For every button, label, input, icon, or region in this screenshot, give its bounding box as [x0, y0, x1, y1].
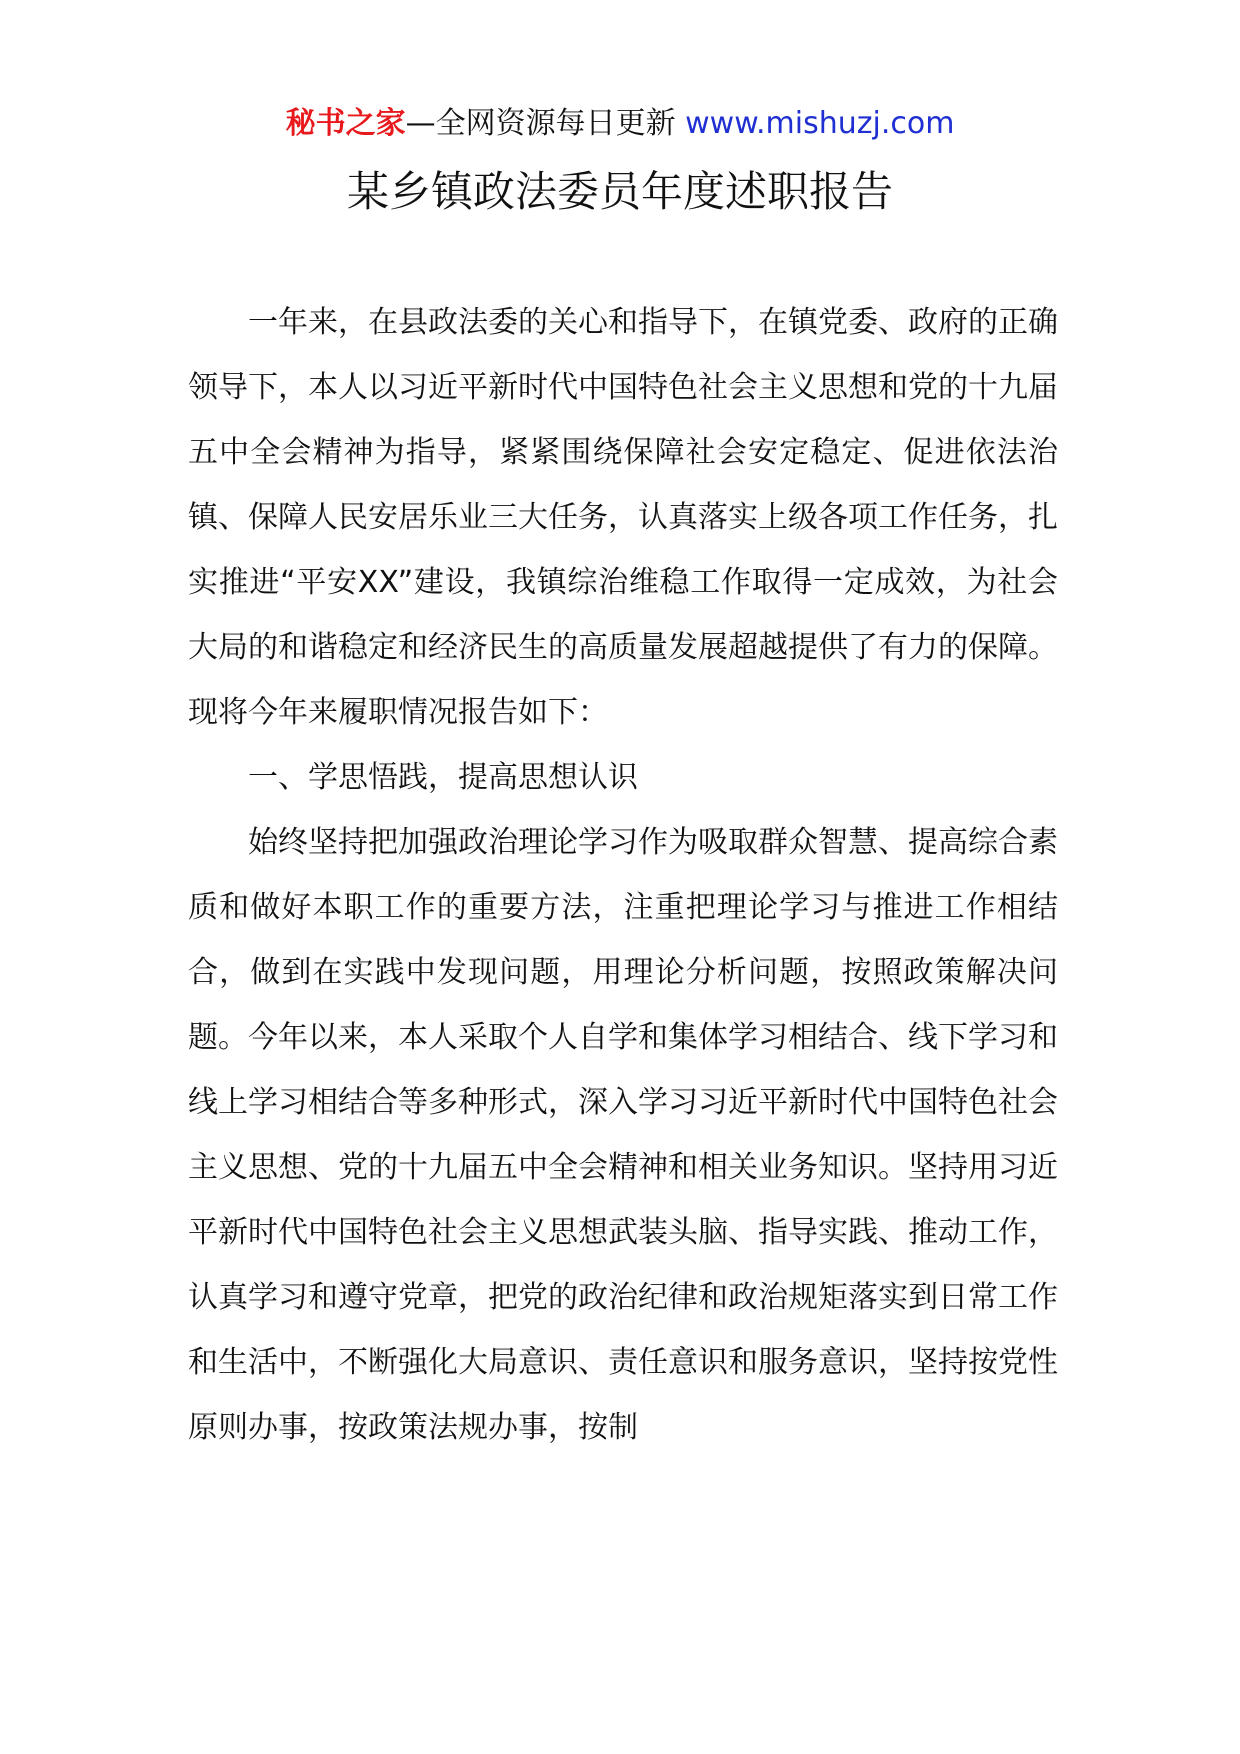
site-url-link[interactable]: www.mishuzj.com — [685, 106, 955, 141]
document-title: 某乡镇政法委员年度述职报告 — [346, 167, 893, 216]
intro-paragraph: 一年来，在县政法委的关心和指导下，在镇党委、政府的正确领导下，本人以习近平新时代中国特色社会主义思想和党的十九届五中全会精神为指导，紧紧围绕保障社会安定稳定、促进依法治镇、保障人民安居乐业三大任务，认真落实上级各项工作任务，扎实推进“平安XX”建设，我镇综治维稳工作取得一定成效，为社会大局的和谐稳定和经济民生的高质量发展超越提供了有力的保障。现将今年来履职情况报告如下： — [188, 305, 1058, 730]
site-header — [0, 100, 1240, 148]
brand-name: 秘书之家 — [285, 106, 406, 141]
document-body — [188, 290, 1058, 1460]
section-heading: 一、学思悟践，提高思想认识 — [248, 760, 638, 795]
header-slogan: —全网资源每日更新 — [405, 106, 686, 141]
section-paragraph: 始终坚持把加强政治理论学习作为吸取群众智慧、提高综合素质和做好本职工作的重要方法，注重把理论学习与推进工作相结合，做到在实践中发现问题，用理论分析问题，按照政策解决问题。今年以来，本人采取个人自学和集体学习相结合、线下学习和线上学习相结合等多种形式，深入学习习近平新时代中国特色社会主义思想、党的十九届五中全会精神和相关业务知识。坚持用习近平新时代中国特色社会主义思想武装头脑、指导实践、推动工作，认真学习和遵守党章，把党的政治纪律和政治规矩落实到日常工作和生活中，不断强化大局意识、责任意识和服务意识，坚持按党性原则办事，按政策法规办事，按制 — [188, 825, 1058, 1445]
